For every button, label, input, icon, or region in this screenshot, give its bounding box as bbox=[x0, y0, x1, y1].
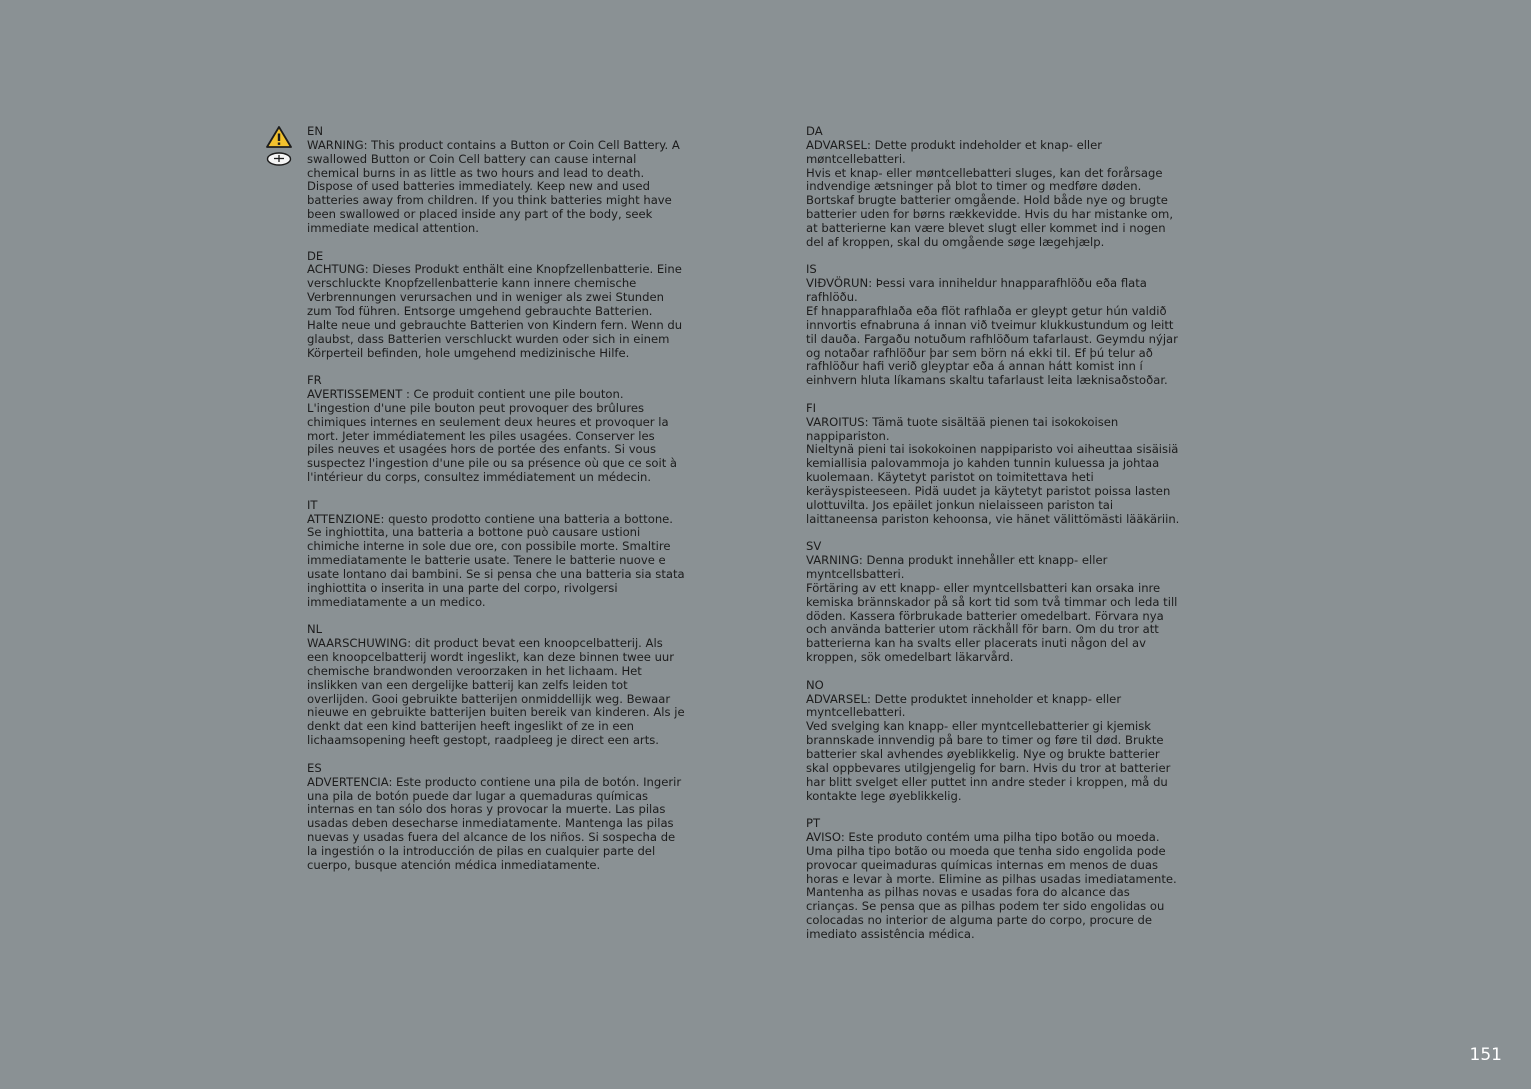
warning-section-sv bbox=[806, 540, 1184, 665]
warning-text: WARNING: This product contains a Button or Coin Cell Battery. A swallowed Button or Coin Cell battery can cause internal chemical burns in as little as two hours and lead to death. Dispose of used batteries immediately. Keep new and used batteries away from children. If you think batteries might have been swallowed or placed inside any part of the body, seek immediate medical attention. bbox=[307, 137, 680, 235]
warning-text: VARNING: Denna produkt innehåller ett knapp- eller myntcellsbatteri. bbox=[806, 553, 1108, 581]
warning-text: Hvis et knap- eller møntcellebatteri sluges, kan det forårsage indvendige ætsninger på blot to timer og medføre døden. Bortskaf brugte batterier omgående. Hold både nye og brugte batterier uden for børns rækkevidde. Hvis du har mistanke om, at batterierne kan være blevet slugt eller kommet ind i nogen del af kroppen, skal du omgående søge lægehjælp. bbox=[806, 165, 1174, 249]
warning-triangle-icon bbox=[265, 125, 293, 149]
warning-icons bbox=[265, 125, 293, 167]
warning-text: ADVERTENCIA: Este producto contiene una pila de botón. Ingerir una pila de botón puede dar lugar a quemaduras químicas internas en tan sólo dos horas y provocar la muerte. Las pilas usadas deben desecharse inmediatamente. Mantenga las pilas nuevas y usadas fuera del alcance de los niños. Si sospecha de la ingestión o la introducción de pilas en cualquier parte del cuerpo, busque atención médica inmediatamente. bbox=[307, 774, 682, 872]
warning-text: Se inghiottita, una batteria a bottone può causare ustioni chimiche interne in sole due ore, con possibile morte. Smaltire immediatamente le batterie usate. Tenere le batterie nuove e usate lontano dai bambini. Se si pensa che una batteria sia stata inghiottita o inserita in una parte del corpo, rivolgersi immediatamente a un medico. bbox=[307, 525, 685, 609]
language-code: IT bbox=[307, 497, 318, 512]
warning-text: WAARSCHUWING: dit product bevat een knoopcelbatterij. Als een knoopcelbatterij wordt ingeslikt, kan deze binnen twee uur chemische brandwonden veroorzaken in het lichaam. Het inslikken van een dergelijke batterij kan zelfs leiden tot overlijden. Gooi gebruikte batterijen onmiddellijk weg. Bewaar nieuwe en gebruikte batterijen buiten bereik van kinderen. Als je denkt dat een kind batterijen heeft ingeslikt of ze in een lichaamsopening heeft gestopt, raadpleeg je direct een arts. bbox=[307, 636, 685, 748]
right-column bbox=[806, 125, 1184, 956]
language-code: FI bbox=[806, 400, 817, 415]
warning-section-is bbox=[806, 263, 1184, 388]
language-code: EN bbox=[307, 124, 323, 138]
warning-section-de bbox=[307, 250, 685, 361]
warning-section-fr bbox=[307, 374, 685, 485]
language-code: ES bbox=[307, 760, 322, 775]
warning-text: Nieltynä pieni tai isokokoinen nappiparisto voi aiheuttaa sisäisiä kemiallisia palovammoja jo kahden tunnin kuluessa ja johtaa kuolemaan. Käytetyt paristot on toimitettava heti keräyspisteeseen. Pidä uudet ja käytetyt paristot poissa lasten ulottuvilta. Jos epäilet jonkun nielaisseen pariston tai laittaneensa pariston kehoonsa, vie hänet välittömästi lääkäriin. bbox=[806, 442, 1180, 526]
warning-section-en bbox=[307, 125, 685, 236]
coin-cell-battery-icon bbox=[265, 151, 293, 167]
language-code: FR bbox=[307, 373, 322, 388]
warning-text: Ved svelging kan knapp- eller myntcellebatterier gi kjemisk brannskade innvendig på bare to timer og føre til død. Brukte batterier skal avhendes øyeblikkelig. Nye og brukte batterier skal oppbevares utilgjengelig for barn. Hvis du tror at batterier har blitt svelget eller puttet inn andre steder i kroppen, må du kontakte lege øyeblikkelig. bbox=[806, 719, 1171, 803]
page-number: 151 bbox=[1469, 1045, 1502, 1065]
warning-section-no bbox=[806, 679, 1184, 804]
warning-text: Ef hnapparafhlaða eða flöt rafhlaða er gleypt getur hún valdið innvortis efnabruna á innan við tveimur klukkustundum og leitt til dauða. Fargaðu notuðum rafhlöðum tafarlaust. Geymdu nýjar og notaðar rafhlöður þar sem börn ná ekki til. Ef þú telur að rafhlöður hafi verið gleyptar eða á annan hátt komist inn í einhvern hluta líkamans skaltu tafarlaust leita læknisaðstoðar. bbox=[806, 303, 1178, 388]
warning-section-it bbox=[307, 499, 685, 610]
language-code: SV bbox=[806, 539, 822, 554]
left-column bbox=[307, 125, 685, 886]
language-code: IS bbox=[806, 262, 817, 277]
language-code: DE bbox=[307, 248, 324, 263]
warning-section-nl bbox=[307, 623, 685, 748]
language-code: PT bbox=[806, 816, 821, 831]
warning-text: ACHTUNG: Dieses Produkt enthält eine Knopfzellenbatterie. Eine verschluckte Knopfzellenbatterie kann innere chemische Verbrennungen verursachen und in weniger als zwei Stunden zum Tod führen. Entsorge umgehend gebrauchte Batterien. Halte neue und gebrauchte Batterien von Kindern fern. Wenn du glaubst, dass Batterien verschluckt wurden oder sich in einem Körperteil befinden, hole umgehend medizinische Hilfe. bbox=[307, 262, 683, 360]
warning-text: ATTENZIONE: questo prodotto contiene una batteria a bottone. bbox=[307, 511, 673, 526]
warning-text: ADVARSEL: Dette produkt indeholder et knap- eller møntcellebatteri. bbox=[806, 137, 1103, 166]
language-code: NL bbox=[307, 622, 323, 637]
warning-section-da bbox=[806, 125, 1184, 250]
warning-text: Förtäring av ett knapp- eller myntcellsbatteri kan orsaka inre kemiska brännskador på så kort tid som två timmar och leda till döden. Kassera förbrukade batterier omedelbart. Förvara nya och använda batterier utom räckhåll för barn. Om du tror att batterierna kan ha svalts eller placerats inuti någon del av kroppen, sök omedelbart läkarvård. bbox=[806, 580, 1178, 665]
warning-text: VIÐVÖRUN: Þessi vara inniheldur hnapparafhlöðu eða flata rafhlöðu. bbox=[806, 276, 1147, 305]
warning-text: AVISO: Este produto contém uma pilha tipo botão ou moeda. Uma pilha tipo botão ou moeda que tenha sido engolida pode provocar queimaduras químicas internas em menos de duas horas e levar à morte. Elimine as pilhas usadas imediatamente. Mantenha as pilhas novas e usadas fora do alcance das crianças. Se pensa que as pilhas podem ter sido engolidas ou colocadas no interior de alguma parte do corpo, procure de imediato assistência médica. bbox=[806, 830, 1177, 941]
warning-section-fi bbox=[806, 402, 1184, 527]
warning-section-es bbox=[307, 762, 685, 873]
warning-section-pt bbox=[806, 817, 1184, 942]
language-code: NO bbox=[806, 677, 824, 692]
warning-text: ADVARSEL: Dette produktet inneholder et knapp- eller myntcellebatteri. bbox=[806, 691, 1122, 720]
language-code: DA bbox=[806, 124, 823, 138]
warning-text: VAROITUS: Tämä tuote sisältää pienen tai isokokoisen nappipariston. bbox=[806, 414, 1119, 443]
warning-text: AVERTISSEMENT : Ce produit contient une pile bouton. L'ingestion d'une pile bouton peut provoquer des brûlures chimiques internes en seulement deux heures et provoquer la mort. Jeter immédiatement les piles usagées. Conserver les piles neuves et usagées hors de portée des enfants. Si vous suspectez l'ingestion d'une pile ou sa présence où que ce soit à l'intérieur du corps, consultez immédiatement un médecin. bbox=[307, 387, 678, 485]
